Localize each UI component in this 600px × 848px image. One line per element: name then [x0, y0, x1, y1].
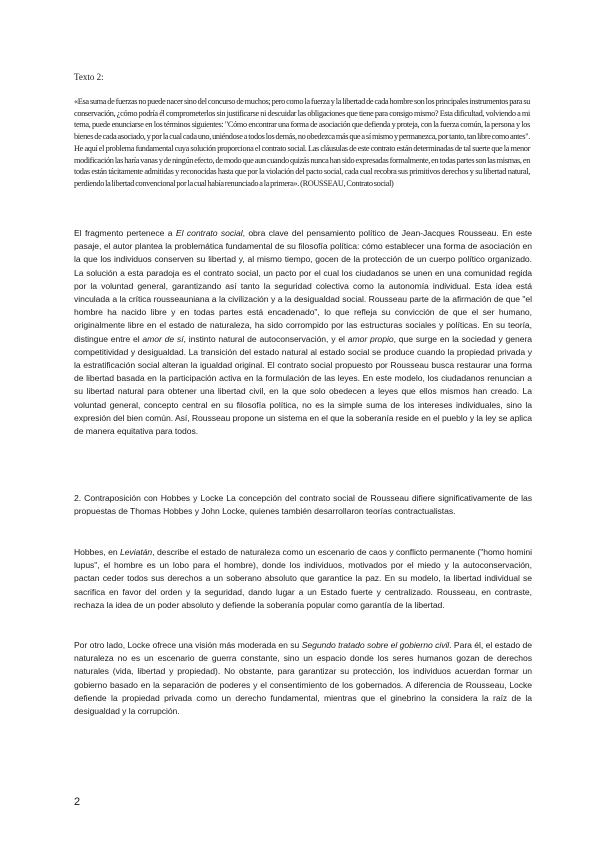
paragraph-text: , instinto natural de autoconservación, y el: [183, 333, 348, 344]
work-title: Leviatán: [120, 547, 153, 557]
rousseau-quote: «Esa suma de fuerzas no puede nacer sino del concurso de muchos; pero como la fuerza y la libertad de cada hombre son los principales instrumentos para su conservación, ¿cómo podría él comprometerlos sin justificarse ni descuidar las obligaciones que tiene para consigo mismo? Esta dificultad, volviendo a mi tema, puede enunciarse en los términos siguientes: "Cómo encontrar una forma de asociación que defienda y proteja, con la fuerza común, la persona y los bienes de cada asociado, y por la cual cada uno, uniéndose a todos los demás, no obedezca más que a sí mismo y permanezca, por tanto, tan libre como antes". He aquí el problema fundamental cuya solución proporciona el contrato social. Las cláusulas de este contrato están determinadas de tal suerte que la menor modificación las haría vanas y de ningún efecto, de modo que aun cuando quizás nunca han sido expresadas formalmente, en todas partes son las mismas, en todas están tácitamente admitidas y reconocidas hasta que por la violación del pacto social, cada cual recobra sus primitivos derechos y su libertad natural, perdiendo la libertad convencional por la cual había renunciado a la primera». (ROUSSEAU, Contrato social): [74, 97, 530, 188]
paragraph-text: El fragmento pertenece a: [74, 228, 176, 238]
paragraph-text: , que surge en la sociedad y genera competitividad y desigualdad. La transición del estado natural al estado social se produce cuando la propiedad privada y la estratificación social alteran la igualdad original. El contrato social propuesto por Rousseau busca restaurar una forma de libertad basada en la participación activa en la formulación de las leyes. En este modelo, los ciudadanos renuncian a su libertad natural para obtener una libertad civil, en la que solo obedecen a leyes que ellos mismos han creado. La voluntad general, concepto central en su filosofía política, no es la simple suma de los intereses individuales, sino la expresión del bien común. Así, Rousseau propone un sistema en el que la soberanía reside en el pueblo y la ley se aplica de manera equitativa para todos.: [74, 333, 533, 437]
paragraph-text: Hobbes, en: [74, 547, 121, 557]
text-heading: Texto 2:: [74, 72, 104, 82]
paragraph-hobbes: [74, 546, 532, 612]
page-number: 2: [74, 796, 81, 808]
paragraph-text: Por otro lado, Locke ofrece una visión más moderada en su: [74, 640, 302, 650]
concept-term: amor de sí: [142, 333, 184, 344]
paragraph-text: . Para él, el estado de naturaleza no es un escenario de guerra constante, sino un espacio donde los seres humanos gozan de derechos naturales (vida, libertad y propiedad). No obstante, para garantizar su protección, los individuos acuerdan formar un gobierno basado en la separación de poderes y el consentimiento de los gobernados. A diferencia de Rousseau, Locke defiende la propiedad privada como un derecho fundamental, mientras que el ginebrino la considera la raíz de la desigualdad y la corrupción.: [74, 640, 532, 717]
concept-term: amor propio: [347, 333, 394, 344]
paragraph-context: [74, 227, 532, 438]
paragraph-text: , obra clave del pensamiento político de Jean-Jacques Rousseau. En este pasaje, el autor plantea la problemática fundamental de su filosofía política: cómo establecer una forma de asociación en la que los individuos conserven su libertad y, al mismo tiempo, gocen de la protección de un cuerpo político organizado. La solución a esta paradoja es el contrato social, un pacto por el cual los ciudadanos se unen en una comunidad regida por la voluntad general, garantizando así tanto la seguridad colectiva como la autonomía individual. Esta idea está vinculada a la crítica rousseauniana a la civilización y a la desigualdad social. Rousseau parte de la afirmación de que "el hombre ha nacido libre y en todas partes está encadenado", lo que refleja su convicción de que el ser humano, originalmente libre en el estado de naturaleza, ha sido corrompido por las estructuras sociales y políticas. En su teoría, distingue entre el: [74, 228, 532, 344]
work-title: Segundo tratado sobre el gobierno civil: [301, 640, 450, 650]
paragraph-text: , describe el estado de naturaleza como un escenario de caos y conflicto permanente ("homo homini lupus", el hombre es un lobo para el hombre), donde los individuos, motivados por el miedo y la autoconservación, pactan ceder todos sus derechos a un soberano absoluto que garantice la paz. En su modelo, la libertad individual se sacrifica en favor del orden y la seguridad, dando lugar a un Estado fuerte y centralizado. Rousseau, en contraste, rechaza la idea de un poder absoluto y defiende la soberanía popular como garantía de la libertad.: [74, 547, 532, 610]
work-title: El contrato social: [175, 228, 243, 238]
paragraph-locke: [74, 639, 532, 718]
paragraph-section-2: 2. Contraposición con Hobbes y Locke La concepción del contrato social de Rousseau difiere significativamente de las propuestas de Thomas Hobbes y John Locke, quienes también desarrollaron teorías contractualistas.: [74, 493, 532, 517]
